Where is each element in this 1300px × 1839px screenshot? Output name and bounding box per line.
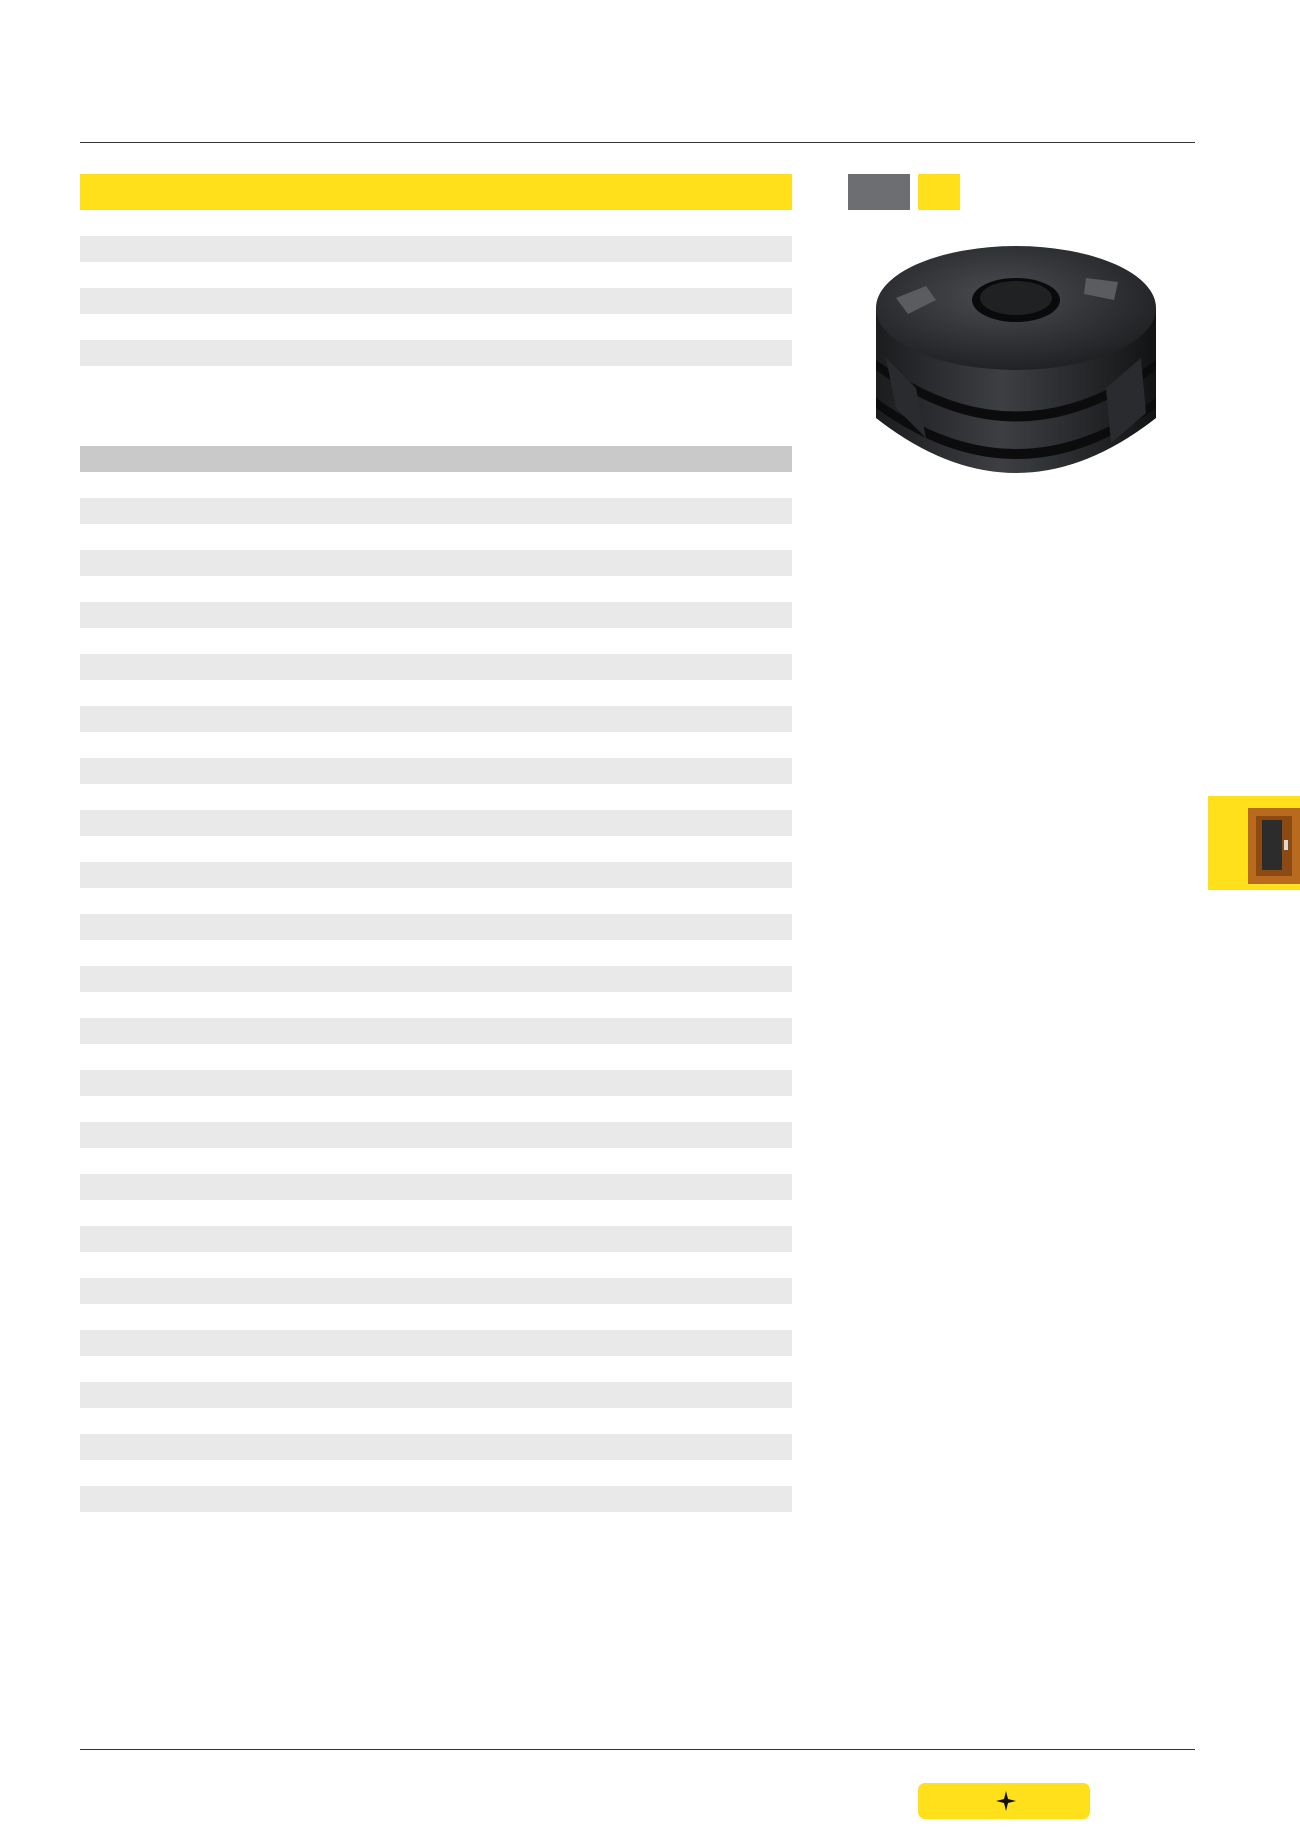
assembly-left-diagram (90, 1380, 355, 1615)
table-row (80, 498, 792, 524)
profile-p2-diagram (846, 808, 1198, 1023)
upper-table-header (80, 174, 792, 210)
table-row (80, 706, 792, 732)
table-row (80, 602, 792, 628)
profile-p3-diagram (846, 1050, 1198, 1265)
table-row (80, 628, 792, 654)
table-row (80, 1122, 792, 1148)
table-row (80, 680, 792, 706)
table-row (80, 784, 792, 810)
table-row (80, 1174, 792, 1200)
table-row (80, 1018, 792, 1044)
yellow-swatch (918, 174, 960, 210)
profile-p1-diagram (846, 565, 1198, 780)
table-row (80, 862, 792, 888)
grey-swatch (848, 174, 910, 210)
table-row (80, 914, 792, 940)
table-row (80, 758, 792, 784)
profile-p4-diagram (846, 1316, 1198, 1531)
door-icon (1248, 804, 1300, 886)
table-row (80, 550, 792, 576)
table-row (80, 966, 792, 992)
lower-table (80, 446, 792, 1512)
table-row (80, 1356, 792, 1382)
table-row (80, 836, 792, 862)
table-row (80, 1044, 792, 1070)
table-row (80, 1252, 792, 1278)
table-row (80, 1226, 792, 1252)
table-row (80, 314, 792, 340)
table-row (80, 888, 792, 914)
table-row (80, 262, 792, 288)
table-row (80, 1148, 792, 1174)
table-row (80, 1278, 792, 1304)
cutter-head-image (856, 238, 1174, 500)
table-row (80, 654, 792, 680)
table-row (80, 524, 792, 550)
table-row (80, 236, 792, 262)
table-row (80, 992, 792, 1018)
table-row (80, 1070, 792, 1096)
bottom-rule (80, 1749, 1195, 1750)
table-row (80, 1330, 792, 1356)
table-row (80, 288, 792, 314)
assembly-right-diagram (355, 1390, 785, 1615)
table-row (80, 1304, 792, 1330)
table-row (80, 732, 792, 758)
table-row (80, 810, 792, 836)
table-row (80, 940, 792, 966)
frezite-logo (918, 1783, 1090, 1819)
table-row (80, 1200, 792, 1226)
lower-table-header (80, 446, 792, 472)
frezite-star-icon (995, 1790, 1017, 1812)
top-rule (80, 142, 1195, 143)
table-row (80, 472, 792, 498)
table-row (80, 1096, 792, 1122)
upper-table (80, 174, 792, 366)
table-row (80, 576, 792, 602)
table-row (80, 210, 792, 236)
table-row (80, 340, 792, 366)
